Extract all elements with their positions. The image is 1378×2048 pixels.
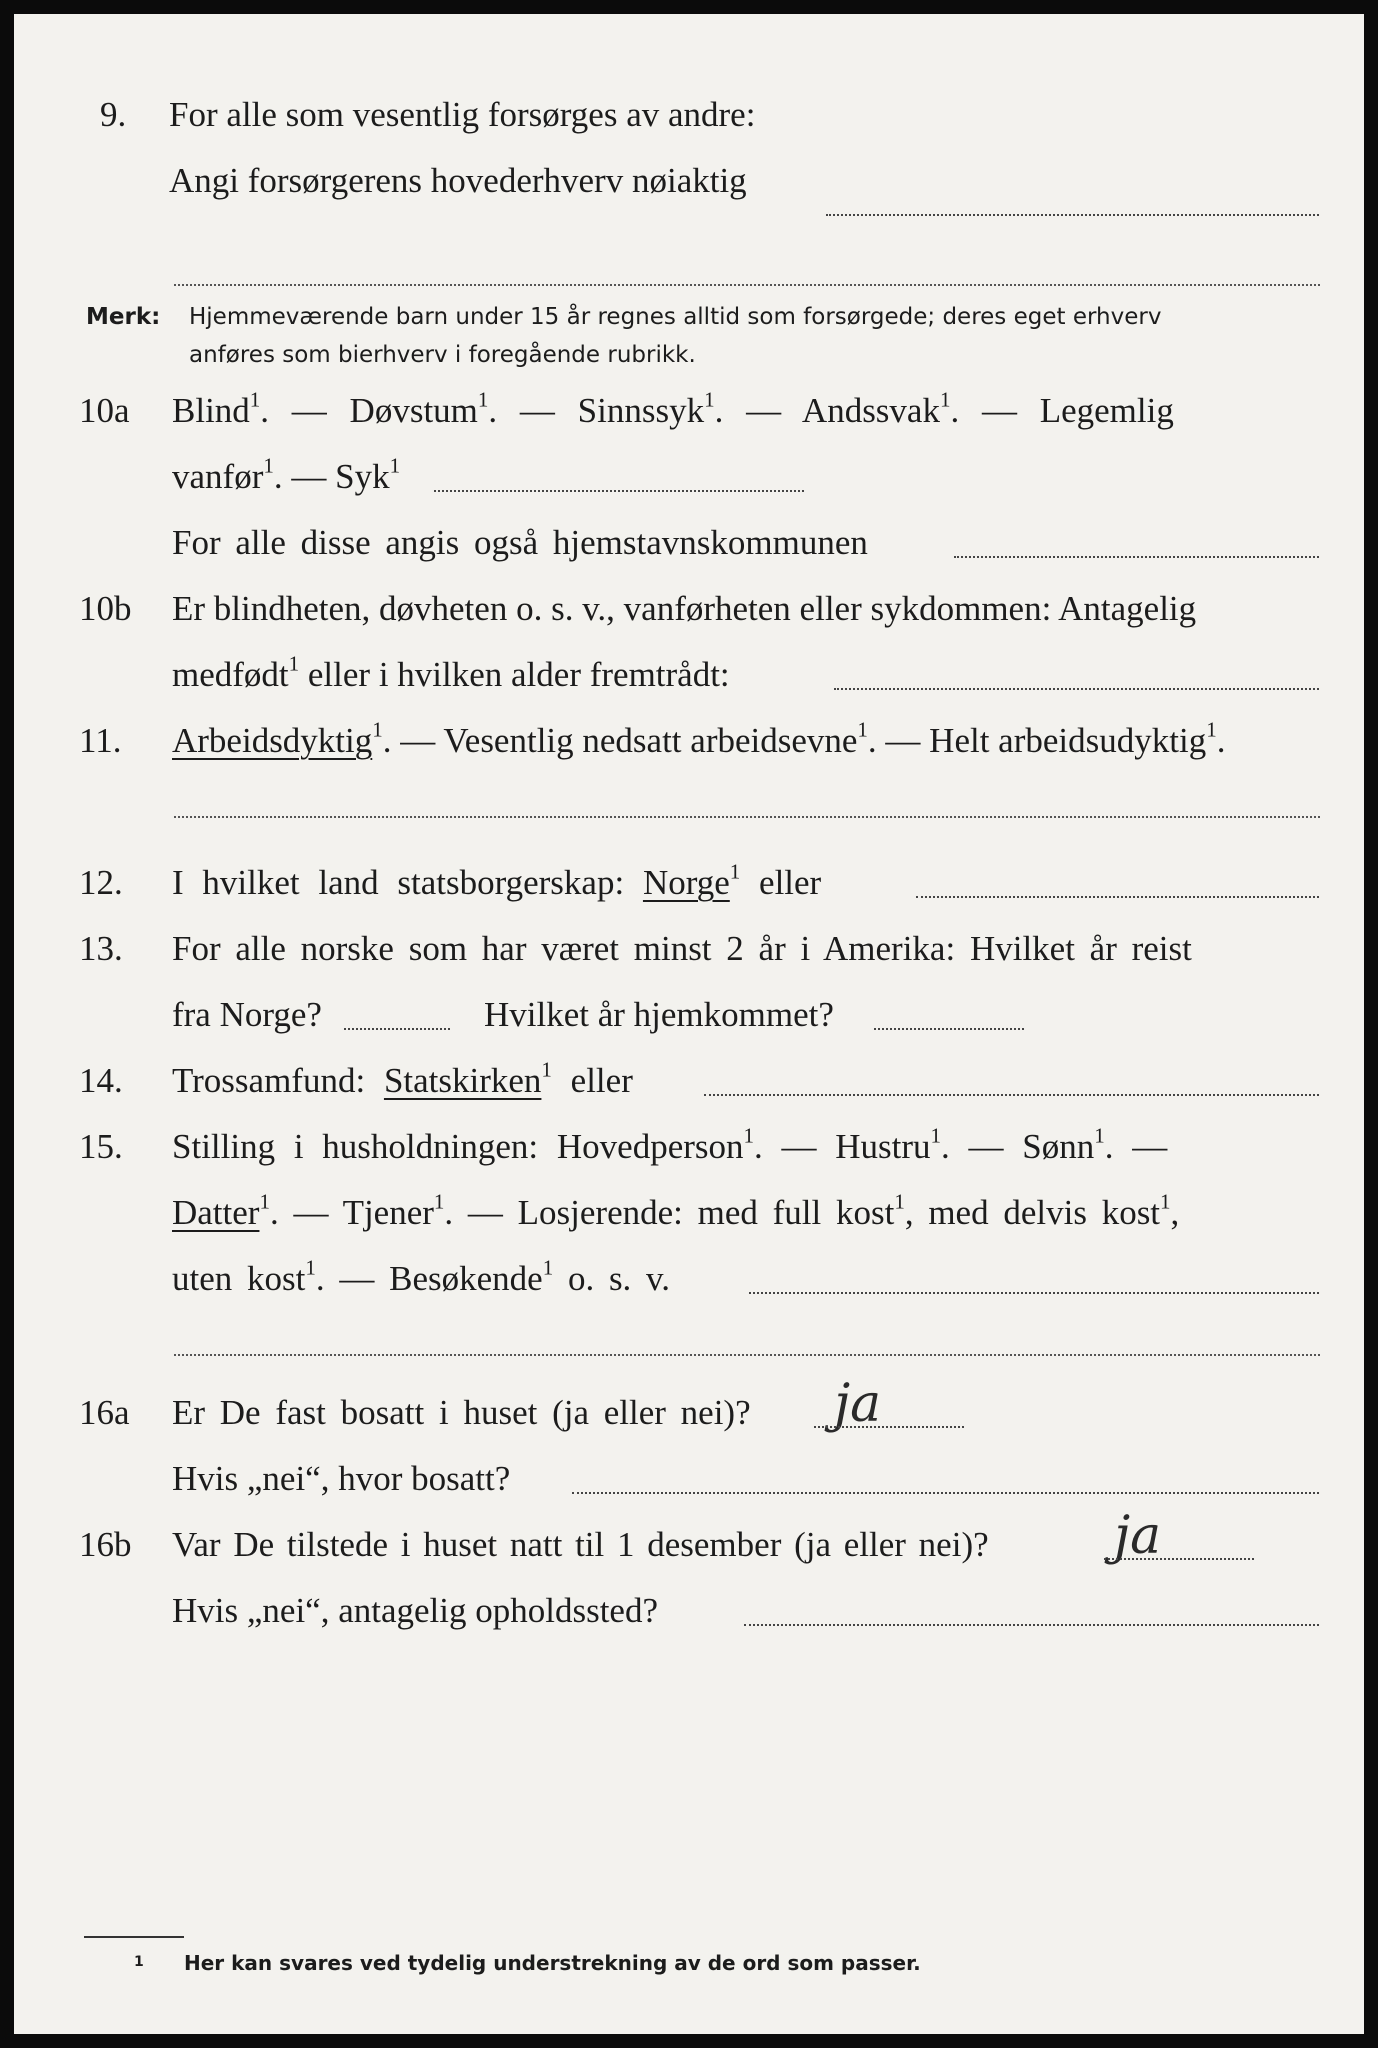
answer-line-q14 <box>704 1094 1319 1096</box>
question-15-line2: Datter$^1$. — Tjener$^1$. — Losjerende: med full kost$^1$, med delvis kost$^1$, <box>172 1189 1180 1232</box>
note-label: Merk: <box>86 304 161 330</box>
option-andssvak: . — Andssvak <box>714 391 940 430</box>
question-number: 13. <box>79 929 123 968</box>
answer-line-q10b <box>834 688 1319 690</box>
question-number: 10b <box>79 589 132 628</box>
question-number: 9. <box>100 95 127 134</box>
question-text: Stilling i husholdningen: Hovedperson$^1$. — Hustru$^1$. — Sønn$^1$. — <box>172 1123 1168 1166</box>
question-10b-line2: medfødt$^1$ eller i hvilken alder fremtrådt: <box>172 651 730 694</box>
footnote-rule <box>84 1936 184 1938</box>
question-15-line3: uten kost$^1$. — Besøkende$^1$ o. s. v. <box>172 1255 671 1298</box>
note-text-line2: anføres som bierhverv i foregående rubrikk. <box>189 342 696 368</box>
question-text: Er blindheten, døvheten o. s. v., vanførheten eller sykdommen: Antagelig <box>172 589 1197 628</box>
answer-line-q15 <box>749 1292 1319 1294</box>
option-syk: . — Syk <box>273 457 390 496</box>
question-text: Var De tilstede i huset natt til 1 desember (ja eller nei)? <box>172 1525 989 1564</box>
answer-line-q15-continued <box>174 1354 1320 1356</box>
option-sinnssyk: . — Sinnssyk <box>488 391 705 430</box>
answer-line-q11 <box>174 816 1320 818</box>
answer-line-q16b <box>1104 1558 1254 1560</box>
answer-line-q9-continued <box>174 284 1320 286</box>
question-10a-line2: vanfør$^1$. — Syk$^1$ <box>172 453 401 496</box>
question-number: 10a <box>79 391 130 430</box>
question-16b-line2: Hvis „nei“, antagelig opholdssted? <box>172 1591 658 1630</box>
answer-line-q10a-syk <box>434 490 804 492</box>
option-arbeidsdyktig-underlined: Arbeidsdyktig <box>172 721 373 760</box>
question-text: Arbeidsdyktig$^1$. — Vesentlig nedsatt arbeidsevne$^1$. — Helt arbeidsudyktig$^1$. <box>172 717 1226 760</box>
question-number: 16b <box>79 1525 132 1564</box>
answer-line-q16b-opholdssted <box>744 1624 1319 1626</box>
footnote-mark: 1 <box>134 1954 144 1970</box>
note-text-line1: Hjemmeværende barn under 15 år regnes alltid som forsørgede; deres eget erhverv <box>189 304 1162 330</box>
question-13-line2: fra Norge? <box>172 995 322 1034</box>
answer-line-q9 <box>826 214 1319 216</box>
option-dovstum: . — Døvstum <box>260 391 478 430</box>
question-number: 14. <box>79 1061 123 1100</box>
question-10a-line3: For alle disse angis også hjemstavnskommunen <box>172 523 868 562</box>
option-datter-underlined: Datter <box>172 1193 260 1232</box>
answer-line-q13-hjemkommet <box>874 1028 1024 1030</box>
handwritten-answer-ja: ja <box>1114 1506 1162 1566</box>
footnote-text: Her kan svares ved tydelig understrekning av de ord som passer. <box>184 1951 921 1975</box>
question-number: 15. <box>79 1127 123 1166</box>
census-form-page <box>14 14 1364 2034</box>
option-vanfor: vanfør <box>172 457 264 496</box>
question-text: For alle som vesentlig forsørges av andre: <box>169 95 756 134</box>
answer-line-q13-reist <box>344 1028 450 1030</box>
answer-line-q10a-kommune <box>954 556 1319 558</box>
question-text: For alle norske som har været minst 2 år i Amerika: Hvilket år reist <box>172 929 1192 968</box>
question-text: Trossamfund: Statskirken$^1$ eller <box>172 1057 633 1100</box>
option-statskirken-underlined: Statskirken <box>383 1061 542 1100</box>
question-9-field-label: Angi forsørgerens hovederhverv nøiaktig <box>169 161 747 200</box>
question-16a-line2: Hvis „nei“, hvor bosatt? <box>172 1459 511 1498</box>
question-number: 12. <box>79 863 123 902</box>
question-number: 16a <box>79 1393 130 1432</box>
option-norge-underlined: Norge <box>642 863 730 902</box>
answer-line-q16a <box>814 1426 964 1428</box>
answer-line-q12 <box>916 896 1319 898</box>
question-13-hjemkommet: Hvilket år hjemkommet? <box>484 995 834 1034</box>
option-blind: Blind <box>172 391 250 430</box>
answer-line-q16a-bosatt <box>572 1492 1319 1494</box>
question-number: 11. <box>79 721 122 760</box>
handwritten-answer-ja: ja <box>834 1374 882 1434</box>
question-text: Er De fast bosatt i huset (ja eller nei)? <box>172 1393 751 1432</box>
question-text: I hvilket land statsborgerskap: Norge$^1$ eller <box>172 859 822 902</box>
question-text: Blind$^1$. — Døvstum$^1$. — Sinnssyk$^1$. — Andssvak$^1$. — Legemlig <box>172 387 1174 430</box>
option-legemlig: . — Legemlig <box>950 391 1174 430</box>
